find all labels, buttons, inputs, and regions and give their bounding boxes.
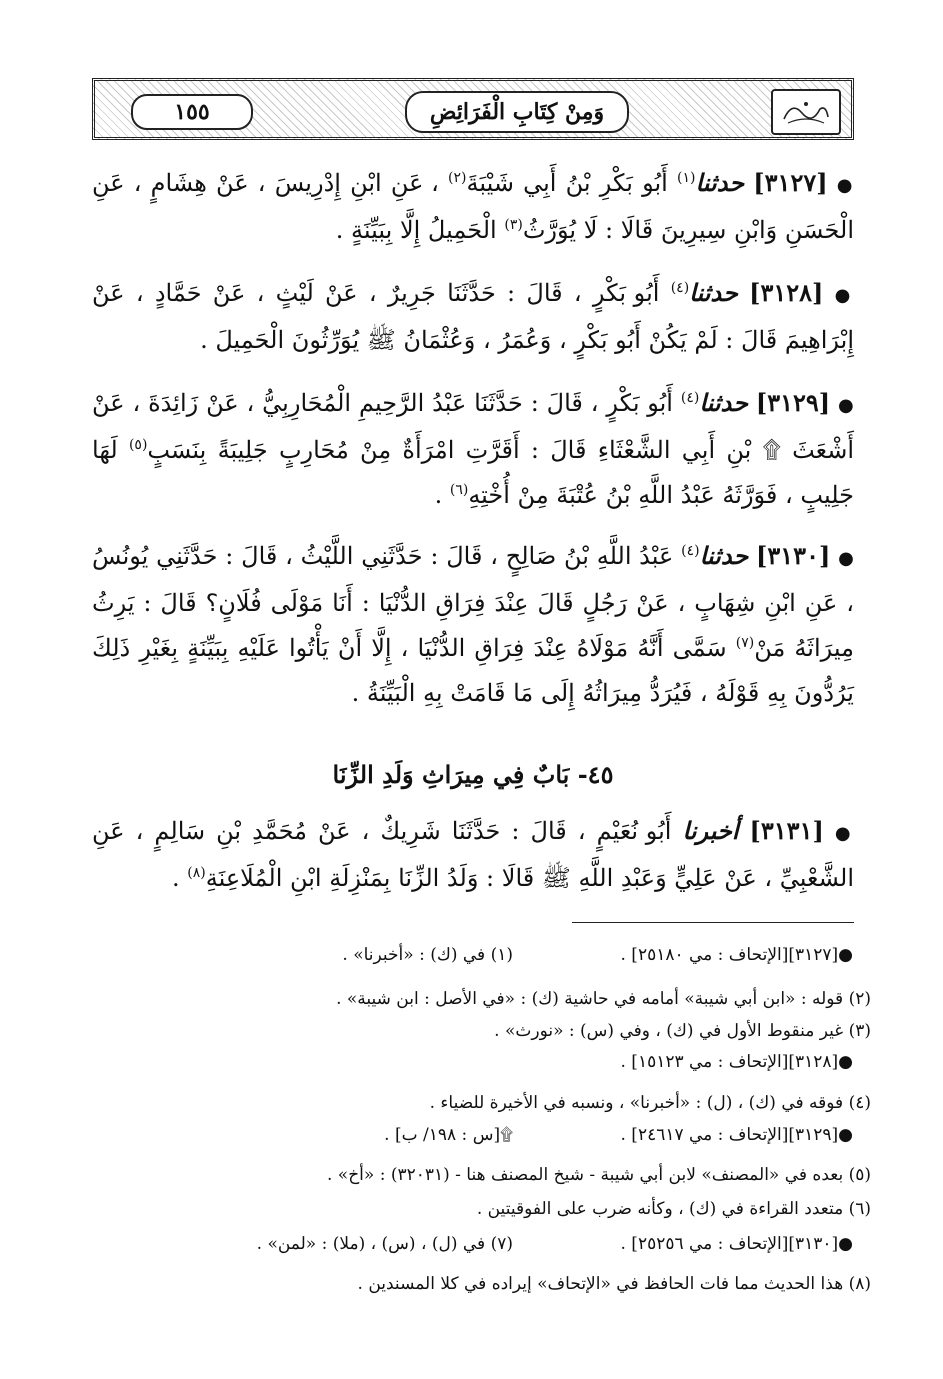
- page-header: [92, 78, 854, 140]
- hadith-text: عَبْدُ اللَّهِ بْنُ صَالِحٍ ، قَالَ : حَدَّثَنِي اللَّيْثُ ، قَالَ : حَدَّثَنِي يُونُسُ ، عَنِ ابْنِ شِهَابٍ ، عَنْ رَجُلٍ قَالَ عِنْدَ فِرَاقِ الدُّنْيَا : أَنَا مَوْلَى فُلَانٍ؟ قَالَ : يَرِثُ مِيرَاثَهُ مَنْ: [92, 542, 854, 662]
- footnote-1: (١) في (ك) : «أخبرنا» .: [342, 945, 513, 965]
- footnote-ref-3128: ●[٣١٢٨][الإتحاف : مي ١٥١٢٣] .: [620, 1052, 853, 1072]
- narration-word: حدثنا: [695, 168, 745, 197]
- footnote-ref: (٤): [670, 280, 690, 296]
- footnote-8: (٨) هذا الحديث مما فات الحافظ في «الإتحاف» إيراده في كلا المسندين .: [357, 1274, 871, 1294]
- narration-word: أخبرنا: [682, 816, 739, 845]
- hadith-3127: [92, 160, 854, 253]
- hadith-marker: ●: [838, 548, 854, 569]
- hadith-marker: ●: [834, 285, 854, 306]
- hadith-text: أَبُو نُعَيْمٍ ، قَالَ : حَدَّثَنَا شَرِيكٌ ، عَنْ مُحَمَّدِ بْنِ سَالِمٍ ، عَنِ الشَّعْبِيِّ ، عَنْ عَلِيٍّ وَعَبْدِ اللَّهِ ﷺ قَالَا : وَلَدُ الزِّنَا بِمَنْزِلَةِ ابْنِ الْمُلَاعِنَةِ: [92, 817, 854, 892]
- footnote-ref: (٢): [448, 170, 467, 186]
- hadith-number: [٣١٣٠]: [756, 541, 831, 570]
- footnote-divider: [572, 922, 854, 923]
- hadith-text: أَبُو بَكْرٍ ، قَالَ : حَدَّثَنَا جَرِيرٌ ، عَنْ لَيْثٍ ، عَنْ حَمَّادٍ ، عَنْ إِبْرَاهِيمَ قَالَ : لَمْ يَكُنْ أَبُو بَكْرٍ ، وَعُمَرُ ، وَعُثْمَانُ ﷺ يُوَرِّثُونَ الْحَمِيلَ .: [92, 279, 854, 354]
- hadith-3129: [92, 380, 854, 518]
- logo-calligraphy-icon: [778, 95, 834, 129]
- hadith-text: الْحَمِيلُ إِلَّا بِبَيِّنَةٍ .: [335, 216, 497, 244]
- footnote-ref: (٦): [449, 482, 469, 498]
- footnote-ref: (٤): [681, 543, 700, 559]
- hadith-number: [٣١٢٨]: [749, 278, 824, 307]
- footnote-5: (٥) بعده في «المصنف» لابن أبي شيبة - شيخ المصنف هنا - (٣٢٠٣١) : «أخ» .: [326, 1165, 871, 1185]
- hadith-3131: [92, 808, 854, 901]
- hadith-text: سَمَّى أَنَّهُ مَوْلَاهُ عِنْدَ فِرَاقِ الدُّنْيَا ، إِلَّا أَنْ يَأْتُوا عَلَيْهِ بِبَيِّنَةٍ بِغَيْرِ ذَلِكَ يَرُدُّونَ بِهِ قَوْلَهُ ، فَيُرَدُّ مِيرَاثُهُ إِلَى مَا قَامَتْ بِهِ الْبَيِّنَةُ .: [92, 634, 854, 707]
- narration-word: حدثنا: [699, 541, 749, 570]
- manuscript-page-ref: ۩[س : ١٩٨/ ب] .: [384, 1125, 513, 1145]
- footnote-ref-3130: ●[٣١٣٠][الإتحاف : مي ٢٥٢٥٦] .: [620, 1234, 853, 1254]
- book-section-title: وَمِنْ كِتَابِ الْفَرَائِضِ: [405, 91, 629, 133]
- hadith-text: أَبُو بَكْرٍ ، قَالَ : حَدَّثَنَا عَبْدُ الرَّحِيمِ الْمُحَارِبِيُّ ، عَنْ زَائِدَةَ ، عَنْ أَشْعَثَ ۩ بْنِ أَبِي الشَّعْثَاءِ قَالَ : أَقَرَّتِ امْرَأَةٌ مِنْ مُحَارِبٍ جَلِيبَةً بِنَسَبٍ: [92, 389, 854, 464]
- footnote-ref: (٧): [735, 635, 755, 651]
- footnote-4: (٤) فوقه في (ك) ، (ل) : «أخبرنا» ، ونسبه في الأخيرة للضياء .: [429, 1093, 871, 1113]
- hadith-marker: ●: [836, 175, 854, 196]
- footnote-2: (٢) قوله : «ابن أبي شيبة» أمامه في حاشية (ك) : «في الأصل : ابن شيبة» .: [336, 989, 871, 1009]
- hadith-text: لَهَا جَلِيبٍ ، فَوَرَّثَهُ عَبْدُ اللَّهِ بْنُ عُتْبَةَ مِنْ أُخْتِهِ: [92, 436, 854, 509]
- chapter-heading: ٤٥- بَابٌ فِي مِيرَاثِ وَلَدِ الزِّنَا: [332, 760, 614, 789]
- narration-word: حدثنا: [689, 278, 738, 307]
- footnote-6: (٦) متعدد القراءة في (ك) ، وكأنه ضرب على الفوقيتين .: [476, 1199, 871, 1219]
- hadith-3128: [92, 270, 854, 363]
- footnote-7: (٧) في (ل) ، (س) ، (ملا) : «لمن» .: [256, 1234, 513, 1254]
- hadith-text: ، عَنِ ابْنِ إِدْرِيسَ ، عَنْ هِشَامٍ ، عَنِ الْحَسَنِ وَابْنِ سِيرِينَ قَالَا : لَا يُوَرَّثُ: [92, 169, 854, 244]
- footnote-ref: (٤): [680, 390, 700, 406]
- hadith-number: [٣١٢٧]: [753, 168, 828, 197]
- hadith-marker: ●: [834, 823, 854, 844]
- footnote-ref-3129: ●[٣١٢٩][الإتحاف : مي ٢٤٦١٧] .: [620, 1125, 853, 1145]
- footnote-ref-3127: ●[٣١٢٧][الإتحاف : مي ٢٥١٨٠] .: [620, 945, 853, 965]
- hadith-number: [٣١٢٩]: [755, 388, 831, 417]
- footnote-ref: (٨): [187, 865, 206, 881]
- footnote-ref: (١): [676, 170, 696, 186]
- page-number: ١٥٥: [131, 94, 253, 130]
- hadith-3130: [92, 533, 854, 716]
- narration-word: حدثنا: [699, 388, 748, 417]
- hadith-text: أَبُو بَكْرِ بْنُ أَبِي شَيْبَةَ: [466, 169, 668, 197]
- hadith-text: .: [172, 864, 180, 892]
- footnote-ref: (٥): [128, 437, 148, 453]
- hadith-marker: ●: [838, 395, 855, 416]
- footnote-ref: (٣): [504, 217, 523, 233]
- footnote-3: (٣) غير منقوط الأول في (ك) ، وفي (س) : «نورث» .: [494, 1021, 871, 1041]
- hadith-text: .: [434, 481, 443, 509]
- hadith-number: [٣١٣١]: [749, 816, 824, 845]
- publisher-logo: [771, 89, 841, 135]
